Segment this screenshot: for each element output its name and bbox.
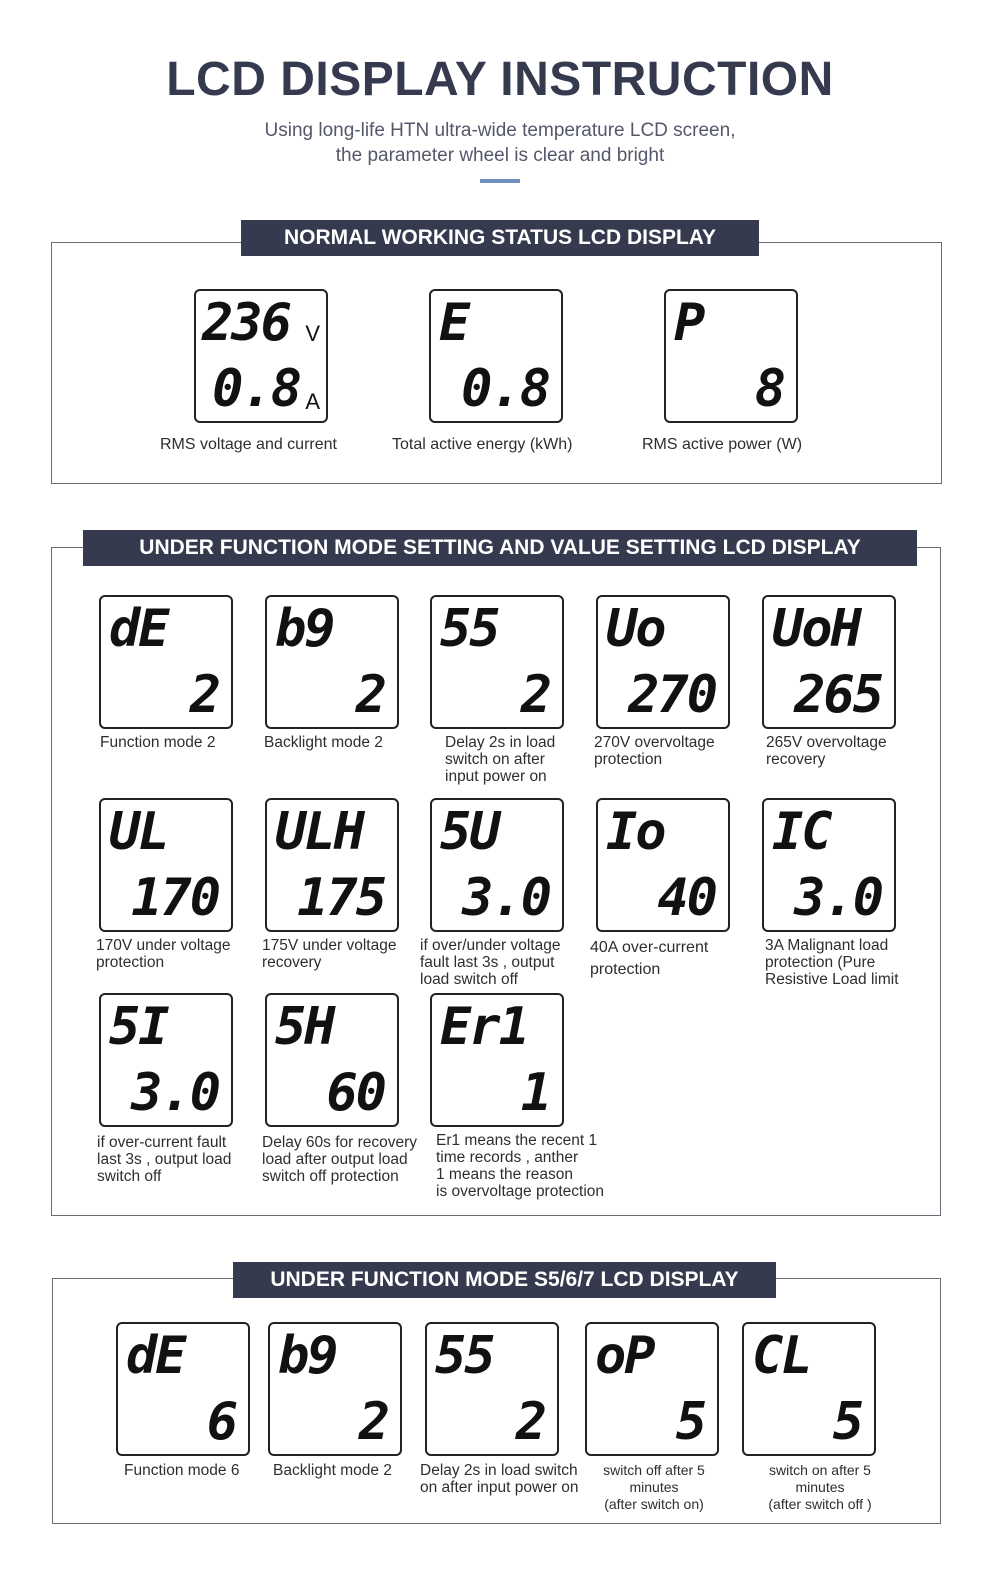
lcd-undervoltage-recovery-175 — [265, 798, 399, 932]
lcd-bottom-value: 1 — [520, 1063, 550, 1123]
lcd-bottom-value: 2 — [515, 1392, 545, 1452]
section-normal-status-banner: NORMAL WORKING STATUS LCD DISPLAY — [241, 220, 759, 256]
caption-active-power: RMS active power (W) — [642, 436, 803, 453]
lcd-bottom-value: 5 — [832, 1392, 862, 1452]
lcd-top-value: 55 — [440, 599, 499, 659]
lcd-top-value: ULH — [275, 802, 363, 862]
subtitle-line-2: the parameter wheel is clear and bright — [335, 145, 665, 166]
lcd-overvoltage-recovery-265 — [762, 595, 896, 729]
lcd-overvoltage-270 — [596, 595, 730, 729]
lcd-bottom-value: 270 — [628, 665, 716, 725]
lcd-malignant-load-3a — [762, 798, 896, 932]
lcd-undervoltage-170 — [99, 798, 233, 932]
caption-s3-backlight-mode-2: Backlight mode 2 — [273, 1462, 392, 1479]
lcd-bottom-value: 3.0 — [794, 868, 882, 928]
caption-delay-2s: Delay 2s in load switch on after input power on — [445, 734, 556, 785]
lcd-bottom-value: 3.0 — [462, 868, 550, 928]
lcd-function-mode-2 — [99, 595, 233, 729]
lcd-top-value: 5U — [440, 802, 499, 862]
lcd-top-value: UL — [109, 802, 168, 862]
title-accent-bar — [480, 179, 520, 183]
lcd-total-energy — [429, 289, 563, 423]
caption-overcurrent-fault-delay: if over-current fault last 3s , output load switch off — [97, 1134, 232, 1185]
lcd-recovery-delay-60s — [265, 993, 399, 1127]
lcd-top-value: Uo — [606, 599, 665, 659]
caption-function-mode-2: Function mode 2 — [100, 734, 216, 751]
lcd-top-value: Io — [606, 802, 665, 862]
caption-undervoltage-170: 170V under voltage protection — [96, 937, 231, 971]
lcd-error-record — [430, 993, 564, 1127]
caption-undervoltage-recovery-175: 175V under voltage recovery — [262, 937, 397, 971]
lcd-bottom-value: 170 — [131, 868, 219, 928]
lcd-top-value: b9 — [275, 599, 334, 659]
lcd-bottom-value: 0.8 — [212, 359, 300, 419]
lcd-top-value: UoH — [772, 599, 860, 659]
caption-total-energy: Total active energy (kWh) — [392, 436, 573, 453]
lcd-top-value: 236 — [202, 293, 290, 353]
lcd-top-value: CL — [752, 1326, 811, 1386]
lcd-switch-off-5min — [585, 1322, 719, 1456]
lcd-top-value: oP — [595, 1326, 654, 1386]
caption-function-mode-6: Function mode 6 — [124, 1462, 240, 1479]
lcd-bottom-value: 60 — [326, 1063, 385, 1123]
lcd-bottom-value: 0.8 — [461, 359, 549, 419]
lcd-top-value: b9 — [278, 1326, 337, 1386]
lcd-top-value: E — [439, 293, 469, 353]
caption-recovery-delay-60s: Delay 60s for recovery load after output load switch off protection — [262, 1134, 418, 1185]
lcd-rms-voltage-current — [194, 289, 328, 423]
lcd-bottom-value: 265 — [794, 665, 882, 725]
lcd-top-value: IC — [772, 802, 831, 862]
lcd-bottom-value: 5 — [675, 1392, 705, 1452]
lcd-top-value: 55 — [435, 1326, 494, 1386]
lcd-top-value: dE — [109, 599, 168, 659]
caption-overcurrent-40a: 40A over-current protection — [590, 939, 709, 978]
lcd-voltage-fault-delay — [430, 798, 564, 932]
lcd-top-value: P — [674, 293, 704, 353]
caption-rms-voltage-current: RMS voltage and current — [160, 436, 337, 453]
lcd-top-value: dE — [126, 1326, 185, 1386]
lcd-switch-on-5min — [742, 1322, 876, 1456]
lcd-bottom-value: 2 — [355, 665, 385, 725]
lcd-top-value: Er1 — [440, 997, 528, 1057]
section-function-mode-s567-banner: UNDER FUNCTION MODE S5/6/7 LCD DISPLAY — [233, 1262, 776, 1298]
lcd-bottom-unit: A — [305, 389, 320, 414]
caption-voltage-fault-delay: if over/under voltage fault last 3s , output load switch off — [420, 937, 561, 988]
caption-overvoltage-recovery-265: 265V overvoltage recovery — [766, 734, 887, 768]
lcd-backlight-mode-2 — [265, 595, 399, 729]
lcd-bottom-value: 175 — [297, 868, 385, 928]
lcd-s3-delay-2s — [425, 1322, 559, 1456]
subtitle-line-1: Using long-life HTN ultra-wide temperature LCD screen, — [264, 120, 736, 141]
page-title: LCD DISPLAY INSTRUCTION — [166, 53, 834, 106]
lcd-s3-backlight-mode-2 — [268, 1322, 402, 1456]
lcd-top-value: 5H — [275, 997, 334, 1057]
caption-switch-on-5min: switch on after 5 minutes (after switch off ) — [768, 1462, 872, 1512]
lcd-delay-2s — [430, 595, 564, 729]
lcd-bottom-value: 2 — [520, 665, 550, 725]
caption-malignant-load-3a: 3A Malignant load protection (Pure Resistive Load limit — [765, 937, 899, 988]
lcd-function-mode-6 — [116, 1322, 250, 1456]
lcd-top-unit: V — [305, 321, 320, 346]
caption-switch-off-5min: switch off after 5 minutes (after switch on) — [603, 1462, 705, 1512]
subtitle — [0, 118, 1000, 168]
caption-overvoltage-270: 270V overvoltage protection — [594, 734, 715, 768]
caption-error-record: Er1 means the recent 1 time records , anther 1 means the reason is overvoltage protection — [436, 1132, 605, 1200]
lcd-bottom-value: 8 — [754, 359, 784, 419]
lcd-active-power — [664, 289, 798, 423]
lcd-bottom-value: 6 — [206, 1392, 236, 1452]
caption-backlight-mode-2: Backlight mode 2 — [264, 734, 383, 751]
lcd-bottom-value: 2 — [189, 665, 219, 725]
lcd-bottom-value: 40 — [657, 868, 716, 928]
caption-s3-delay-2s: Delay 2s in load switch on after input power on — [420, 1462, 579, 1496]
lcd-overcurrent-fault-delay — [99, 993, 233, 1127]
lcd-top-value: 5I — [109, 997, 168, 1057]
lcd-overcurrent-40a — [596, 798, 730, 932]
lcd-bottom-value: 2 — [358, 1392, 388, 1452]
lcd-bottom-value: 3.0 — [131, 1063, 219, 1123]
section-function-mode-setting-banner: UNDER FUNCTION MODE SETTING AND VALUE SETTING LCD DISPLAY — [83, 530, 917, 566]
